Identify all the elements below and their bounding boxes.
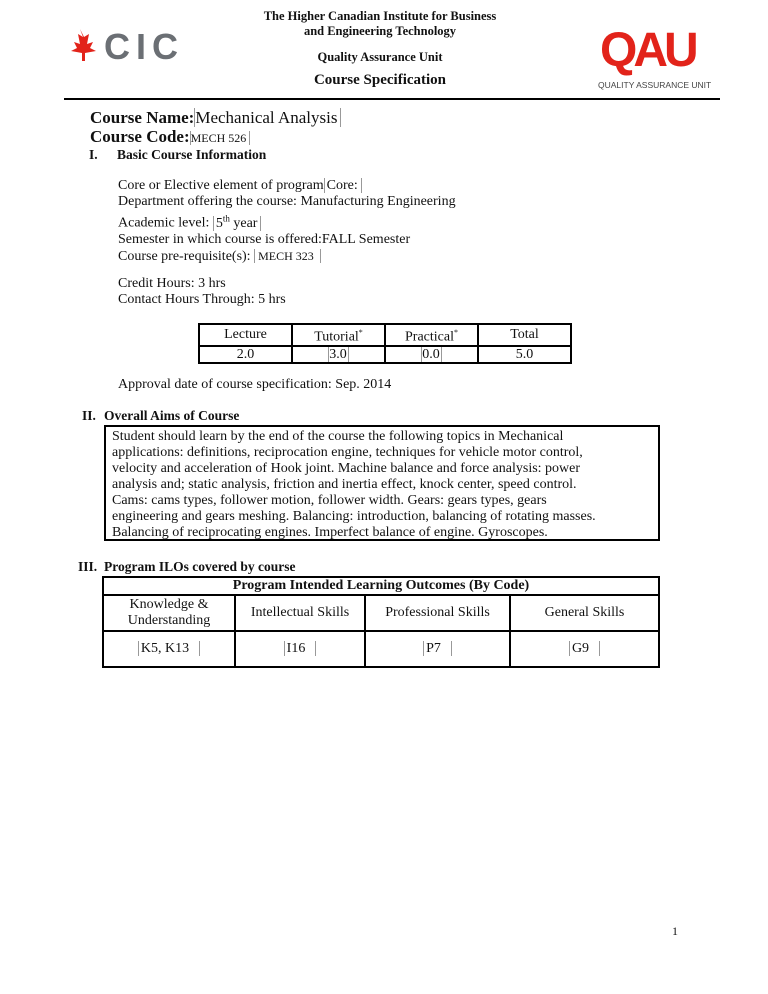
cic-logo — [68, 25, 218, 67]
ilo-value-knowledge: K5, K13 — [103, 631, 235, 667]
aims-line: velocity and acceleration of Hook joint. Machine balance and force analysis: power — [112, 461, 581, 476]
contact-hours: Contact Hours Through: 5 hrs — [118, 292, 286, 307]
hours-header-practical: Practical* — [385, 324, 478, 346]
hours-header-total: Total — [478, 324, 571, 346]
section2-title: Overall Aims of Course — [104, 408, 240, 423]
ilo-value-professional: P7 — [365, 631, 510, 667]
unit-name: Quality Assurance Unit — [317, 50, 443, 64]
semester-line: Semester in which course is offered:FALL Semester — [118, 231, 411, 247]
course-code-label: Course Code: — [90, 127, 190, 146]
prerequisite-line: Course pre-requisite(s): MECH 323 — [118, 248, 456, 265]
hours-table — [198, 323, 572, 364]
qau-caption: QUALITY ASSURANCE UNIT — [598, 80, 712, 90]
aims-box — [104, 425, 660, 541]
aims-line: analysis and; static analysis, friction and inertia effect, knock center, speed control. — [112, 477, 577, 492]
section2-numeral: II. — [82, 408, 96, 423]
aims-line: applications: definitions, reciprocation engine, techniques for vehicle motor control, — [112, 445, 583, 460]
ilo-header-general: General Skills — [510, 595, 659, 631]
page-number: 1 — [672, 924, 678, 938]
hours-value-total: 5.0 — [478, 346, 571, 363]
credit-hours: Credit Hours: 3 hrs — [118, 276, 226, 291]
maple-leaf-icon — [68, 25, 218, 67]
course-name-label: Course Name: — [90, 108, 195, 127]
svg-text:QAU: QAU — [600, 24, 695, 77]
aims-line: Balancing of reciprocating engines. Imperfect balance of engine. Gyroscopes. — [112, 525, 548, 540]
course-code-value: MECH 526 — [190, 131, 251, 145]
section3-numeral: III. — [78, 559, 98, 574]
institute-name-line2: and Engineering Technology — [303, 24, 457, 38]
ilo-value-general: G9 — [510, 631, 659, 667]
approval-date: Approval date of course specification: Sep. 2014 — [118, 377, 392, 392]
ilo-table — [102, 576, 660, 668]
ilo-header-professional: Professional Skills — [365, 595, 510, 631]
section1-numeral: I. — [89, 147, 98, 162]
academic-level-line: Academic level: 5th year — [118, 210, 456, 232]
doc-title: Course Specification — [313, 72, 447, 88]
department-line: Department offering the course: Manufacturing Engineering — [118, 194, 456, 209]
qau-logo — [596, 18, 716, 94]
hours-header-tutorial: Tutorial* — [292, 324, 385, 346]
hours-value-tutorial: 3.0 — [292, 346, 385, 363]
ilo-table-title: Program Intended Learning Outcomes (By Code) — [103, 577, 659, 595]
svg-text:CIC: CIC — [104, 26, 184, 67]
course-name-value: Mechanical Analysis — [194, 108, 341, 127]
aims-line: Cams: cams types, follower motion, follower width. Gears: gears types, gears — [112, 493, 547, 508]
core-elective-line: Core or Elective element of program Core: — [118, 178, 456, 194]
hours-value-lecture: 2.0 — [199, 346, 292, 363]
header-rule — [64, 98, 720, 100]
ilo-header-intellectual: Intellectual Skills — [235, 595, 365, 631]
section1-title: Basic Course Information — [117, 147, 267, 162]
hours-value-practical: 0.0 — [385, 346, 478, 363]
aims-line: Student should learn by the end of the course the following topics in Mechanical — [112, 429, 564, 444]
section3-title: Program ILOs covered by course — [104, 559, 296, 574]
institute-name-line1: The Higher Canadian Institute for Business — [263, 9, 497, 23]
ilo-value-intellectual: I16 — [235, 631, 365, 667]
ilo-header-knowledge: Knowledge & Understanding — [103, 595, 235, 631]
hours-header-lecture: Lecture — [199, 324, 292, 346]
aims-line: engineering and gears meshing. Balancing: introduction, balancing of rotating masses. — [112, 509, 596, 524]
